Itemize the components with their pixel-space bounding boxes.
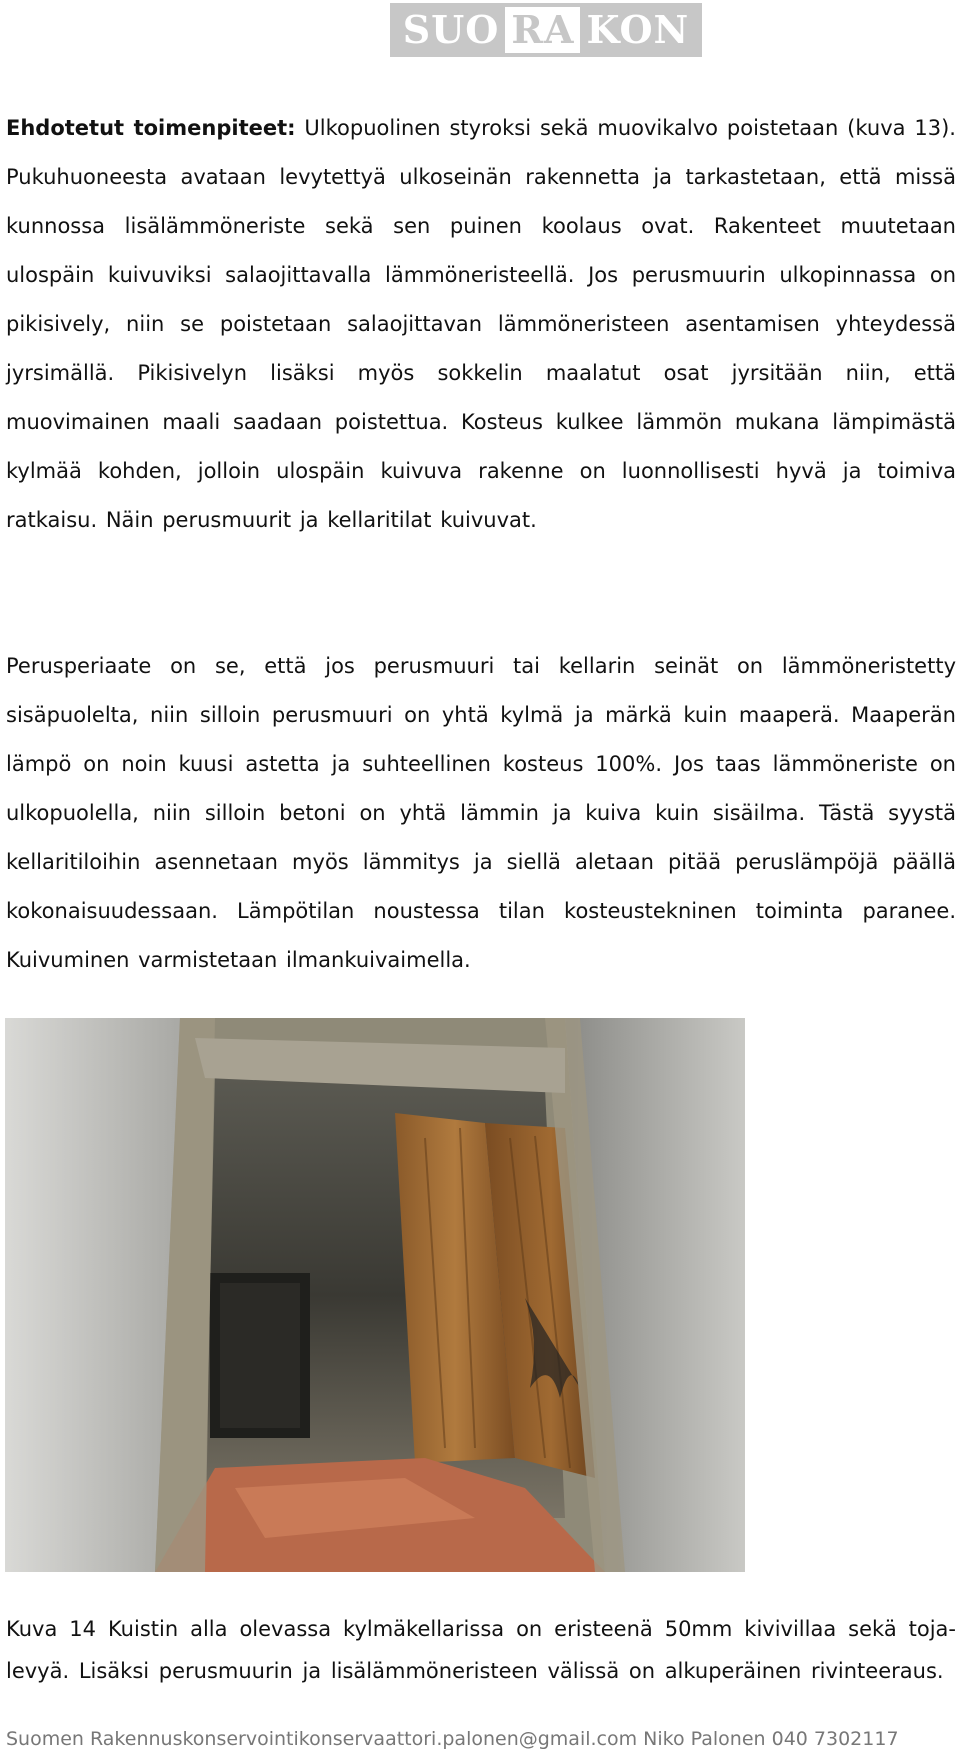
logo-part-suo: SUO [402,7,500,52]
paragraph-body: Ulkopuolinen styroksi sekä muovikalvo poistetaan (kuva 13). Pukuhuoneesta avataan levytettyä ulkoseinän rakennetta ja tarkastetaan, että missä kunnossa lisälämmöneriste sekä sen puinen koolaus ovat. Rakenteet muutetaan ulospäin kuivuviksi salaojittavalla lämmöneristeellä. Jos perusmuurin ulkopinnassa on pikisively, niin se poistetaan salaojittavan lämmöneristeen asentamisen yhteydessä jyrsimällä. Pikisivelyn lisäksi myös sokkelin maalatut osat jyrsitään niin, että muovimainen maali saadaan poistettua. Kosteus kulkee lämmön mukana lämpimästä kylmää kohden, jolloin ulospäin kuivuva rakenne on luonnollisesti hyvä ja toimiva ratkaisu. Näin perusmuurit ja kellaritilat kuivuvat. [6,116,956,532]
photo-caption: Kuva 14 Kuistin alla olevassa kylmäkellarissa on eristeenä 50mm kivivillaa sekä toja-levyä. Lisäksi perusmuurin ja lisälämmöneristeen välissä on alkuperäinen rivinteeraus. [6,1617,956,1683]
logo-part-ra: RA [505,7,580,53]
paragraph-heading: Ehdotetut toimenpiteet: [6,116,296,140]
page-footer: Suomen Rakennuskonservointikonservaattori.palonen@gmail.com Niko Palonen 040 7302117 [6,1728,899,1750]
paragraph-proposed-actions [6,104,956,545]
logo-part-kon: KON [586,7,690,52]
cellar-photo [5,1018,745,1572]
suorakon-logo [390,3,702,57]
paragraph-basic-principle: Perusperiaate on se, että jos perusmuuri tai kellarin seinät on lämmöneristetty sisäpuolelta, niin silloin perusmuuri on yhtä kylmä ja märkä kuin maaperä. Maaperän lämpö on noin kuusi astetta ja suhteellinen kosteus 100%. Jos taas lämmöneriste on ulkopuolella, niin silloin betoni on yhtä lämmin ja kuiva kuin sisäilma. Tästä syystä kellaritiloihin asennetaan myös lämmitys ja siellä aletaan pitää peruslämpöjä päällä kokonaisuudessaan. Lämpötilan noustessa tilan kosteustekninen toiminta paranee. Kuivuminen varmistetaan ilmankuivaimella. [6,654,956,972]
